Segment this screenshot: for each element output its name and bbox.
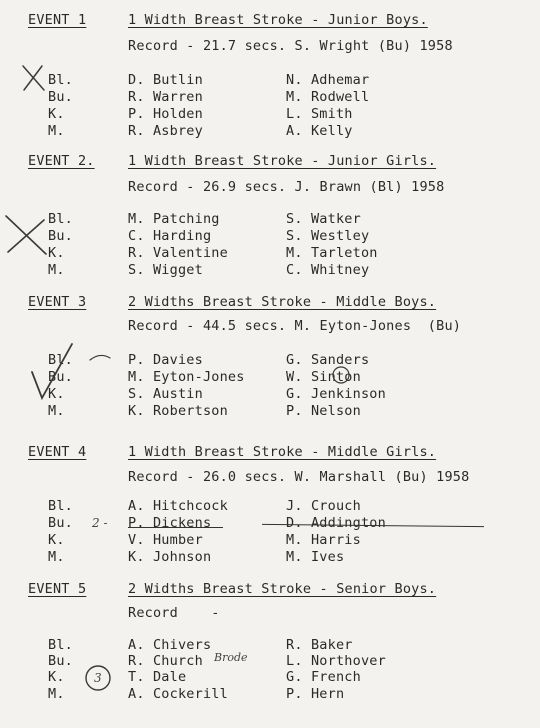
event-title: 1 Width Breast Stroke - Junior Boys. xyxy=(128,12,428,28)
swimmer: S. Wigget xyxy=(128,262,203,278)
house: M. xyxy=(48,262,65,278)
house: K. xyxy=(48,245,65,261)
house: Bl. xyxy=(48,72,73,88)
swimmer: M. Ives xyxy=(286,549,345,565)
house: Bl. xyxy=(48,211,73,227)
event-label: EVENT 1 xyxy=(28,12,87,28)
swimmer: G. Sanders xyxy=(286,352,370,368)
handwritten-mark: 2 - xyxy=(92,516,108,530)
swimmer: C. Whitney xyxy=(286,262,370,278)
house: K. xyxy=(48,669,65,685)
swimmer: G. French xyxy=(286,669,361,685)
swimmer: V. Humber xyxy=(128,532,203,548)
swimmer: M. Rodwell xyxy=(286,89,370,105)
swimmer: S. Westley xyxy=(286,228,370,244)
handwritten-circle-number: 3 xyxy=(94,671,102,685)
event-title: 2 Widths Breast Stroke - Middle Boys. xyxy=(128,294,437,310)
house: K. xyxy=(48,532,65,548)
swimmer: S. Austin xyxy=(128,386,203,402)
house: Bu. xyxy=(48,228,73,244)
swimmer: R. Church xyxy=(128,653,203,669)
house: Bu. xyxy=(48,653,73,669)
swimmer: L. Northover xyxy=(286,653,386,669)
swimmer: M. Tarleton xyxy=(286,245,378,261)
swimmer: A. Kelly xyxy=(286,123,353,139)
swimmer: A. Hitchcock xyxy=(128,498,228,514)
event-record: Record - 21.7 secs. S. Wright (Bu) 1958 xyxy=(128,38,453,54)
event-record: Record - 44.5 secs. M. Eyton-Jones (Bu) xyxy=(128,318,462,334)
swimmer: A. Chivers xyxy=(128,637,212,653)
house: Bu. xyxy=(48,515,73,531)
event-record: Record - 26.0 secs. W. Marshall (Bu) 1958 xyxy=(128,469,470,485)
swimmer: D. Addington xyxy=(286,515,386,531)
swimmer: M. Harris xyxy=(286,532,361,548)
swimmer: K. Robertson xyxy=(128,403,228,419)
event-record: Record - 26.9 secs. J. Brawn (Bl) 1958 xyxy=(128,179,445,195)
swimmer: R. Valentine xyxy=(128,245,228,261)
swimmer: N. Adhemar xyxy=(286,72,370,88)
swimmer: K. Johnson xyxy=(128,549,212,565)
event-title: 1 Width Breast Stroke - Middle Girls. xyxy=(128,444,437,460)
house: K. xyxy=(48,386,65,402)
event-label: EVENT 3 xyxy=(28,294,87,310)
swimmer: G. Jenkinson xyxy=(286,386,386,402)
swimmer: C. Harding xyxy=(128,228,212,244)
swimmer: T. Dale xyxy=(128,669,187,685)
swimmer: P. Dickens xyxy=(128,515,212,531)
house: Bl. xyxy=(48,637,73,653)
swimmer: R. Asbrey xyxy=(128,123,203,139)
event-record: Record - xyxy=(128,605,220,621)
handwritten-underline xyxy=(128,527,223,528)
swimmer: L. Smith xyxy=(286,106,353,122)
swimmer: M. Eyton-Jones xyxy=(128,369,245,385)
swimmer: R. Warren xyxy=(128,89,203,105)
house: M. xyxy=(48,686,65,702)
house: M. xyxy=(48,549,65,565)
swimmer: P. Nelson xyxy=(286,403,361,419)
event-label: EVENT 4 xyxy=(28,444,87,460)
house: M. xyxy=(48,123,65,139)
swimmer: R. Baker xyxy=(286,637,353,653)
swimmer: M. Patching xyxy=(128,211,220,227)
event-title: 1 Width Breast Stroke - Junior Girls. xyxy=(128,153,437,169)
swimmer: J. Crouch xyxy=(286,498,361,514)
handwritten-note: Brode xyxy=(214,651,248,664)
swimmer: W. Sinton xyxy=(286,369,361,385)
swimmer: P. Holden xyxy=(128,106,203,122)
event-label: EVENT 5 xyxy=(28,581,87,597)
house: Bu. xyxy=(48,369,73,385)
swimmer: D. Butlin xyxy=(128,72,203,88)
house: K. xyxy=(48,106,65,122)
swimmer: P. Hern xyxy=(286,686,345,702)
swimmer: P. Davies xyxy=(128,352,203,368)
house: Bu. xyxy=(48,89,73,105)
house: M. xyxy=(48,403,65,419)
swimmer: A. Cockerill xyxy=(128,686,228,702)
event-title: 2 Widths Breast Stroke - Senior Boys. xyxy=(128,581,437,597)
house: Bl. xyxy=(48,352,73,368)
event-label: EVENT 2. xyxy=(28,153,95,169)
swimmer: S. Watker xyxy=(286,211,361,227)
house: Bl. xyxy=(48,498,73,514)
